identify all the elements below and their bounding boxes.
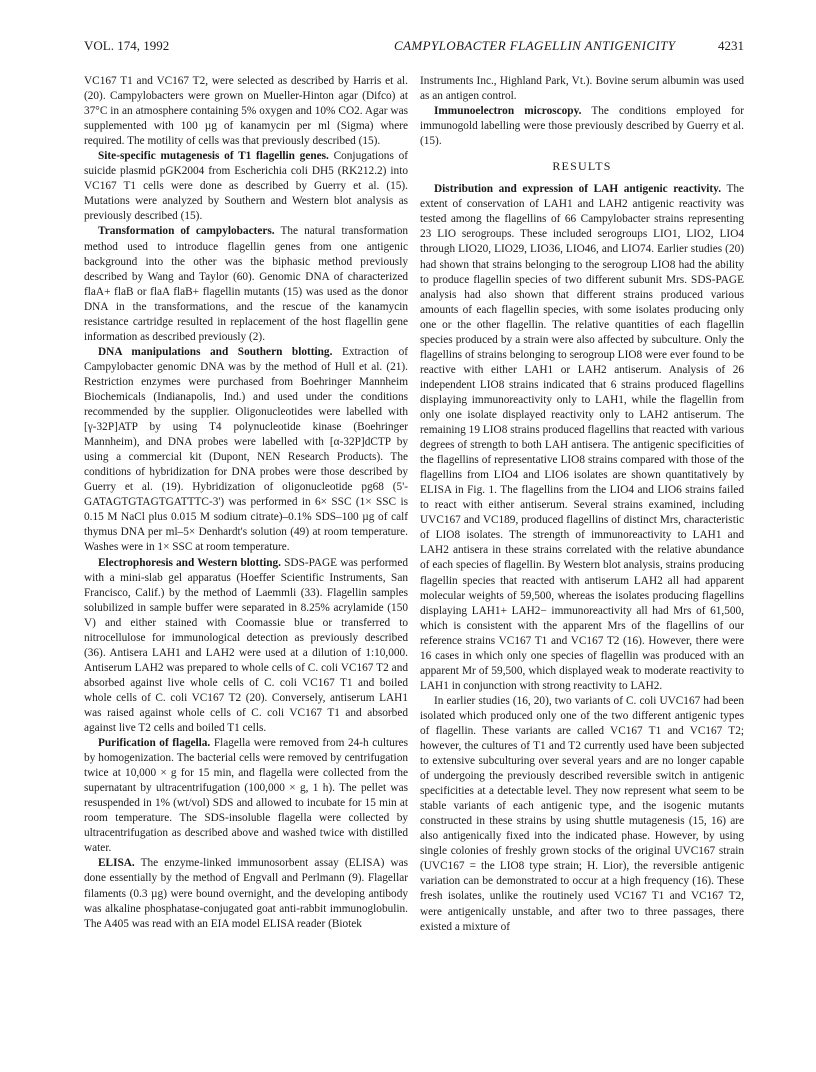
paragraph (84, 345, 408, 556)
paragraph-heading: Site-specific mutagenesis of T1 flagellin genes. (98, 150, 329, 163)
paragraph: VC167 T1 and VC167 T2, were selected as described by Harris et al. (20). Campylobacters were grown on Mueller-Hinton agar (Difco) at 37°C in an atmosphere containing 5% oxygen and 10% CO2. Agar was supplemented with 100 µg of kanamycin per ml (Sigma) where required. The motility of cells was that previously described (15). (84, 75, 408, 148)
paragraph (420, 104, 744, 149)
section-heading: RESULTS (552, 159, 612, 174)
paragraph (84, 736, 408, 856)
paragraph-body: Extraction of Campylobacter genomic DNA was by the method of Hull et al. (21). Restriction enzymes were purchased from Boehringer Mannheim Biochemicals (Indianapolis, Ind.) and used under the conditions recommended by the supplier. Oligonucleotides were labelled with [γ-32P]ATP by using T4 polynucleotide kinase (Boehringer Mannheim), and DNA probes were labelled with [α-32P]dCTP by using a commercial kit (Dupont, NEN Research Products). The conditions of hybridization for DNA probes were those described by Guerry et al. (19). Hybridization of oligonucleotide pg68 (5'-GATAGTGTAGTGATTTC-3') was performed in 6× SSC (1× SSC is 0.15 M NaCl plus 0.015 M sodium citrate)–0.1% SDS–100 µg of calf thymus DNA per ml–5× Denhardt's solution (49) at room temperature. Washes were in 1× SSC at room temperature. (84, 345, 408, 554)
paragraph (84, 856, 408, 931)
paragraph (420, 182, 744, 694)
paragraph-body: The enzyme-linked immunosorbent assay (ELISA) was done essentially by the method of Engvall and Perlmann (9). Flagellar filaments (0.3 µg) were bound overnight, and the developing antibody was alkaline phosphatase-conjugated goat anti-rabbit immunoglobulin. The A405 was read with an EIA model ELISA reader (Biotek (84, 857, 408, 930)
running-title: CAMPYLOBACTER FLAGELLIN ANTIGENICITY (394, 38, 676, 53)
paragraph-heading: Distribution and expression of LAH antigenic reactivity. (434, 183, 722, 196)
left-column (84, 74, 408, 932)
paragraph-body: The conditions employed for immunogold labelling were those previously described by Guerry et al. (15). (420, 105, 744, 148)
page-number: 4231 (718, 38, 744, 53)
paragraph-body: SDS-PAGE was performed with a mini-slab gel apparatus (Hoeffer Scientific Instruments, San Francisco, Calif.) by the method of Laemmli (33). Flagellin samples solubilized in sample buffer were separated in 8.25% acrylamide (150 V) and either stained with Coomassie blue or transferred to nitrocellulose for immunological detection as previously described (36). Antisera LAH1 and LAH2 were used at a dilution of 1:10,000. Antiserum LAH2 was prepared to whole cells of C. coli VC167 T2 and absorbed against live whole cells of C. coli VC167 T1 and boiled whole cells of C. coli VC167 T2 (20). Conversely, antiserum LAH1 was raised against whole cells of C. coli VC167 T1 and absorbed against live T2 cells and boiled T1 cells. (84, 556, 408, 735)
running-header (84, 38, 744, 58)
paragraph: Instruments Inc., Highland Park, Vt.). Bovine serum albumin was used as an antigen control. (420, 75, 744, 103)
paragraph-body: The natural transformation method used to introduce flagellin genes from one antigenic background into the other was the biphasic method previously described by Wang and Taylor (60). Genomic DNA of characterized flaA+ flaB or flaA flaB+ flagellin mutants (15) was used as the donor DNA in the transformations, and the rescue of the kanamycin resistance cartridge resulted in replacement of the host flagellin gene information as described previously (2). (84, 225, 408, 343)
right-column (420, 74, 744, 935)
paragraph-heading: DNA manipulations and Southern blotting. (98, 345, 333, 358)
paragraph-heading: Electrophoresis and Western blotting. (98, 556, 281, 569)
paragraph-body: Conjugations of suicide plasmid pGK2004 from Escherichia coli DH5 (RK212.2) into VC167 T1 cells were done as described by Guerry et al. (15). Mutations were analyzed by Southern and Western blot analysis as previously described (15). (84, 150, 408, 223)
paragraph-heading: Purification of flagella. (98, 737, 211, 750)
paragraph-heading: Transformation of campylobacters. (98, 225, 275, 238)
paragraph (84, 556, 408, 737)
paragraph-heading: ELISA. (98, 857, 135, 870)
volume-label: VOL. 174, 1992 (84, 38, 170, 53)
paragraph-body: The extent of conservation of LAH1 and LAH2 antigenic reactivity was tested among the flagellins of 66 Campylobacter strains representing 23 LIO serogroups. These included serogroups LIO1, LIO2, LIO4 through LIO20, LIO29, LIO36, LIO46, and LIO74. Earlier studies (20) had shown that strains belonging to the serogroup LIO8 had the ability to produce flagellin species of two different subunit Mrs. SDS-PAGE analysis had also shown that different strains produced various amounts of each flagellin species, with some isolates producing only one or the other flagellin. The relative quantities of each flagellin species produced by a strain were also affected by subculture. Only the flagellins of strains belonging to serogroup LIO8 were ever found to be reactive with either LAH1 or LAH2 antiserum. Analysis of 26 independent LIO8 strains indicated that 6 strains produced flagellins displaying immunoreactivity only to LAH1, while the flagellin from only one isolate displayed reactivity only to LAH2 antiserum. The remaining 19 LIO8 strains produced flagellins that reacted with various degrees of strength to both LAH antisera. The antigenic specificities of the flagellins of representative LIO8 strains compared with those of the flagellins from LIO4 and LIO6 isolates are shown quantitatively by ELISA in Fig. 1. The flagellins from the LIO4 and LIO6 strains failed to react with either antiserum. Several strains examined, including UVC167 and VC189, produced flagellins of distinct Mrs, characteristic of LIO8 isolates. The strength of immunoreactivity to LAH1 and LAH2 antisera in these strains correlated with the relative abundance of each species of flagellin. By Western blot analysis, strains producing flagellin species that reacted with antiserum LAH2 all had apparent molecular weights of 59,500, whereas the isolates producing flagellins displaying LAH1+ LAH2− immunoreactivity all had Mrs of 61,500, which is consistent with the apparent Mrs of the flagellins of our reference strains VC167 T1 and VC167 T2 (16). However, there were 16 cases in which only one species of flagellin was produced with an apparent Mr of 59,500, which displayed weak to moderate reactivity to LAH1 in conjunction with strong reactivity to LAH2. (420, 183, 745, 692)
paragraph-heading: Immunoelectron microscopy. (434, 105, 582, 118)
paragraph (84, 149, 408, 224)
paragraph: In earlier studies (16, 20), two variants of C. coli UVC167 had been isolated which produced only one of the two different antigenic types of flagellin. These variants are called VC167 T1 and VC167 T2; however, the cultures of T1 and T2 currently used have been subjected to extensive subculturing over several years and are no longer capable of undergoing the previously described reversible switch in antigenic specificities at a detectable level. They now represent what seem to be stable variants of each antigenic type, and the isogenic mutants constructed in these strains by using shuttle mutagenesis (15, 16) are also antigenically fixed into the indicated phase. However, by using single colonies of freshly grown stocks of the original UVC167 strain (UVC167 = the LIO8 type strain; H. Lior), the reversible antigenic variation can be demonstrated to occur at a high frequency (16). These fresh isolates, unlike the routinely used VC167 T1 and VC167 T2, were antigenically unstable, and after two to three passages, there existed a mixture of (420, 694, 744, 933)
paragraph-body: Flagella were removed from 24-h cultures by homogenization. The bacterial cells were removed by centrifugation twice at 10,000 × g for 15 min, and flagella were collected from the supernatant by ultracentrifugation (100,000 × g, 1 h). The pellet was resuspended in 1% (wt/vol) SDS and allowed to incubate for 15 min at room temperature. The SDS-insoluble flagella were collected by ultracentrifugation as described above and washed twice with distilled water. (84, 737, 408, 855)
paragraph (84, 224, 408, 344)
